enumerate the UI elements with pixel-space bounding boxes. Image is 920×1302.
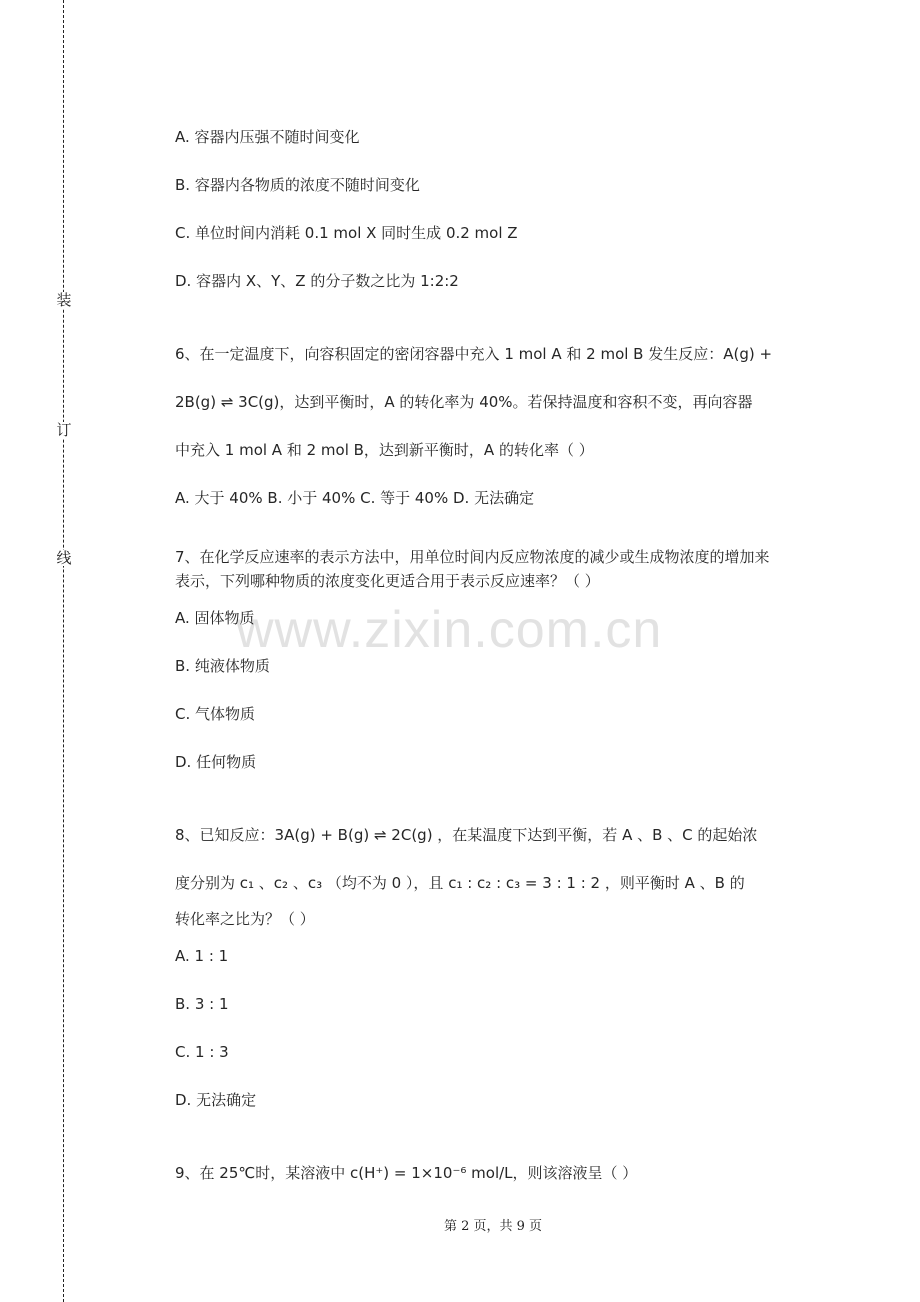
q5-option-c: C. 单位时间内消耗 0.1 mol X 同时生成 0.2 mol Z bbox=[175, 224, 518, 242]
q6-stem-line-3: 中充入 1 mol A 和 2 mol B，达到新平衡时，A 的转化率（ ） bbox=[175, 441, 594, 459]
watermark: www.zixin.com.cn bbox=[236, 601, 663, 659]
binding-char-ding: 订 bbox=[56, 421, 72, 439]
q8-stem-line-3: 转化率之比为？（ ） bbox=[175, 910, 315, 928]
q7-option-d: D. 任何物质 bbox=[175, 753, 257, 771]
q8-option-a: A. 1 : 1 bbox=[175, 947, 229, 965]
q7-stem-line-1: 7、在化学反应速率的表示方法中，用单位时间内反应物浓度的减少或生成物浓度的增加来 bbox=[175, 548, 770, 566]
q7-option-b: B. 纯液体物质 bbox=[175, 657, 270, 675]
page-footer: 第 2 页，共 9 页 bbox=[443, 1219, 543, 1234]
q6-options: A. 大于 40% B. 小于 40% C. 等于 40% D. 无法确定 bbox=[175, 489, 535, 507]
q9-stem: 9、在 25℃时，某溶液中 c(H⁺) = 1×10⁻⁶ mol/L，则该溶液呈（ ） bbox=[175, 1164, 638, 1182]
q6-stem-line-1: 6、在一定温度下，向容积固定的密闭容器中充入 1 mol A 和 2 mol B 发生反应：A(g) + bbox=[175, 345, 773, 363]
binding-char-zhuang: 装 bbox=[56, 291, 72, 309]
q8-stem-line-1: 8、已知反应：3A(g) + B(g) ⇌ 2C(g) ，在某温度下达到平衡，若 A 、B 、C 的起始浓 bbox=[175, 826, 758, 844]
binding-char-xian: 线 bbox=[56, 549, 72, 567]
q8-option-c: C. 1 : 3 bbox=[175, 1043, 229, 1061]
q7-option-a: A. 固体物质 bbox=[175, 609, 255, 627]
q6-stem-line-2: 2B(g) ⇌ 3C(g)，达到平衡时，A 的转化率为 40%。若保持温度和容积不变，再向容器 bbox=[175, 393, 753, 411]
q8-stem-line-2: 度分别为 c₁ 、c₂ 、c₃ （均不为 0 ），且 c₁ : c₂ : c₃ = 3 : 1 : 2 ，则平衡时 A 、B 的 bbox=[175, 874, 745, 892]
q7-option-c: C. 气体物质 bbox=[175, 705, 256, 723]
q7-stem-line-2: 表示，下列哪种物质的浓度变化更适合用于表示反应速率？（ ） bbox=[175, 572, 600, 590]
q5-option-a: A. 容器内压强不随时间变化 bbox=[175, 128, 360, 146]
binding-dashed-line bbox=[63, 0, 64, 1302]
q5-option-d: D. 容器内 X、Y、Z 的分子数之比为 1:2:2 bbox=[175, 272, 459, 290]
q5-option-b: B. 容器内各物质的浓度不随时间变化 bbox=[175, 176, 420, 194]
q8-option-d: D. 无法确定 bbox=[175, 1091, 257, 1109]
q8-option-b: B. 3 : 1 bbox=[175, 995, 229, 1013]
